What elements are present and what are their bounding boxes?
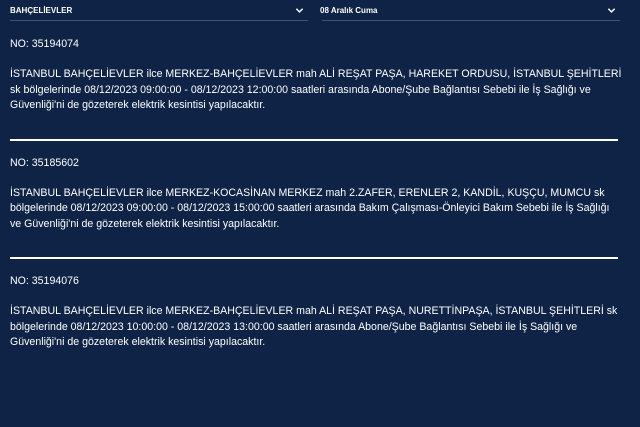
outage-record (0, 259, 640, 351)
district-select[interactable] (10, 1, 308, 21)
outage-record (0, 22, 640, 114)
district-select-value: BAHÇELİEVLER (10, 6, 73, 15)
record-description: İSTANBUL BAHÇELİEVLER ilce MERKEZ-BAHÇELİEVLER mah ALİ REŞAT PAŞA, HAREKET ORDUSU, İSTANBUL ŞEHİTLERİ sk bölgelerinde 08/12/2023 09:00:00 - 08/12/2023 12:00:00 saatleri arasında Abone/Şube Bağlantısı Sebebi ile İş Sağlığı ve Güvenliği'ni de gözeterek elektrik kesintisi yapılacaktır. (10, 68, 622, 111)
filter-bar (0, 0, 640, 22)
record-number: NO: 35185602 (10, 156, 79, 169)
record-description: İSTANBUL BAHÇELİEVLER ilce MERKEZ-KOCASİNAN MERKEZ mah 2.ZAFER, ERENLER 2, KANDİL, KUŞÇU, MUMCU sk bölgelerinde 08/12/2023 09:00:00 - 08/12/2023 15:00:00 saatleri arasında Bakım Çalışması-Önleyici Bakım Sebebi ile İş Sağlığı ve Güvenliği'ni de gözeterek elektrik kesintisi yapılacaktır. (10, 186, 610, 230)
record-number: NO: 35194074 (10, 38, 79, 50)
date-select-value: 08 Aralık Cuma (320, 6, 378, 15)
record-description: İSTANBUL BAHÇELİEVLER ilce MERKEZ-BAHÇELİEVLER mah ALİ REŞAT PAŞA, NURETTİNPAŞA, İSTANBUL ŞEHİTLERİ sk bölgelerinde 08/12/2023 10:00:00 - 08/12/2023 13:00:00 saatleri arasında Abone/Şube Bağlantısı Sebebi ile İş Sağlığı ve Güvenliği'ni de gözeterek elektrik kesintisi yapılacaktır. (10, 305, 618, 348)
chevron-down-icon (607, 6, 616, 15)
chevron-down-icon (295, 6, 304, 15)
date-select[interactable] (322, 1, 620, 21)
outage-list (0, 22, 640, 351)
outage-record (0, 141, 640, 233)
record-number: NO: 35194076 (10, 275, 79, 287)
